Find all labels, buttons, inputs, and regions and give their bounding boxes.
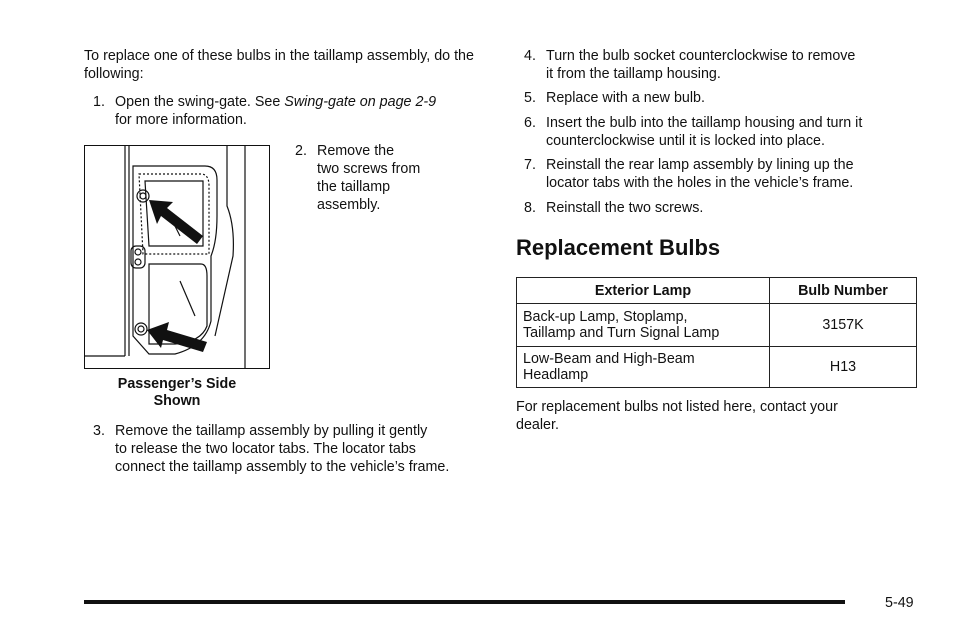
- step-1: 1. Open the swing-gate. See Swing-gate on page 2-9 for more information.: [93, 94, 437, 128]
- taillamp-illustration: [84, 145, 270, 369]
- step-4: 4. Turn the bulb socket counterclockwise to remove it from the taillamp housing.: [524, 48, 856, 82]
- step-7: 7. Reinstall the rear lamp assembly by lining up the locator tabs with the holes in the vehicle’s frame.: [524, 157, 854, 191]
- page-number: 5-49: [885, 595, 914, 611]
- column-header: Exterior Lamp: [517, 278, 770, 304]
- lamp-cell: Low-Beam and High-Beam Headlamp: [517, 347, 770, 388]
- taillamp-drawing: [85, 146, 270, 369]
- table-header-row: [517, 278, 917, 304]
- table-row: [517, 347, 917, 388]
- lamp-cell: Back-up Lamp, Stoplamp, Taillamp and Turn Signal Lamp: [517, 304, 770, 347]
- bulb-table: [516, 277, 917, 388]
- table-row: [517, 304, 917, 347]
- step-5: 5. Replace with a new bulb.: [524, 90, 705, 106]
- replacement-note: For replacement bulbs not listed here, contact your dealer.: [516, 399, 838, 433]
- step-8: 8. Reinstall the two screws.: [524, 200, 704, 216]
- bulb-cell: H13: [770, 347, 917, 388]
- swing-gate-link[interactable]: Swing-gate on page 2-9: [284, 94, 437, 110]
- footer-rule: [84, 600, 845, 604]
- bulb-cell: 3157K: [770, 304, 917, 347]
- step-2: 2. Remove the two screws from the taillamp assembly.: [295, 143, 421, 213]
- step-6: 6. Insert the bulb into the taillamp housing and turn it counterclockwise until it is locked into place.: [524, 115, 863, 149]
- step-3: 3. Remove the taillamp assembly by pulling it gently to release the two locator tabs. The locator tabs connect the taillamp assembly to the vehicle’s frame.: [93, 423, 450, 475]
- section-heading: Replacement Bulbs: [516, 235, 721, 260]
- intro-line-1: To replace one of these bulbs in the taillamp assembly, do the following:: [84, 48, 474, 82]
- figure-caption: Passenger’s Side Shown: [117, 376, 237, 409]
- column-header: Bulb Number: [770, 278, 917, 304]
